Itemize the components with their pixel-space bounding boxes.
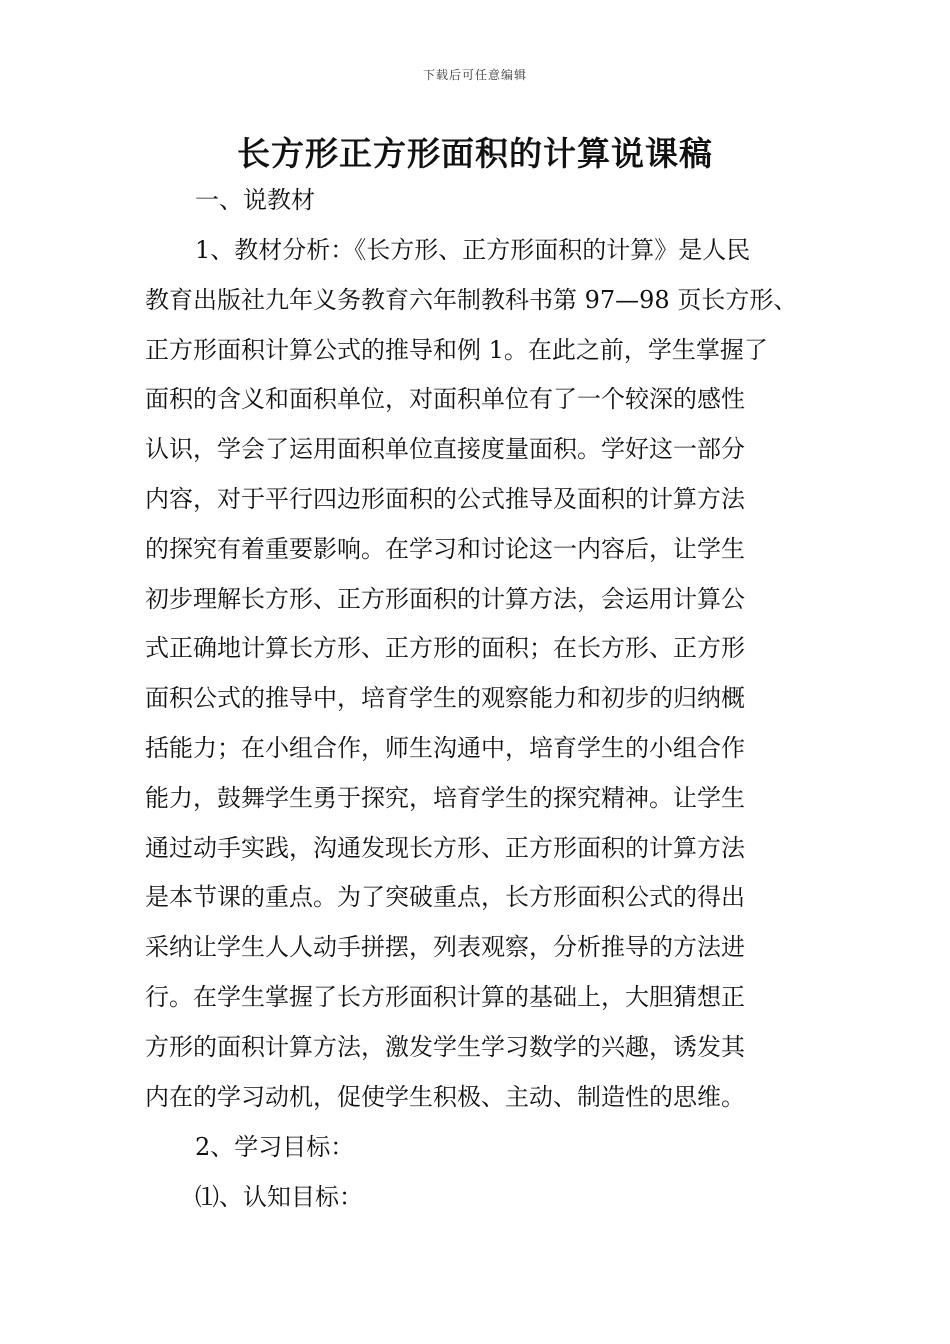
paragraph-line: 通过动手实践，沟通发现长方形、正方形面积的计算方法 — [145, 833, 745, 862]
paragraph-line: 括能力；在小组合作，师生沟通中，培育学生的小组合作 — [145, 733, 745, 762]
subheading-cognitive-goals — [145, 1173, 815, 1223]
paragraph-line: 能力，鼓舞学生勇于探究，培育学生的探究精神。让学生 — [145, 783, 745, 812]
paragraph-line: 行。在学生掌握了长方形面积计算的基础上，大胆猜想正 — [145, 982, 745, 1011]
paragraph-line: 初步理解长方形、正方形面积的计算方法，会运用计算公 — [145, 584, 745, 613]
paragraph-line: 采纳让学生人人动手拼摆，列表观察，分析推导的方法进 — [145, 933, 745, 962]
paragraph-line: 是本节课的重点。为了突破重点，长方形面积公式的得出 — [145, 883, 745, 912]
paragraph-line: 1、教材分析：《长方形、正方形面积的计算》是人民 — [195, 236, 751, 264]
paragraph-line: 内容，对于平行四边形面积的公式推导及面积的计算方法 — [145, 484, 745, 513]
subheading-cognitive-goals-text: ⑴、认知目标： — [195, 1183, 363, 1211]
section-heading — [145, 176, 815, 226]
paragraph-line: 方形的面积计算方法，激发学生学习数学的兴趣，诱发其 — [145, 1032, 745, 1061]
paragraph-line: 式正确地计算长方形、正方形的面积；在长方形、正方形 — [145, 634, 745, 663]
paragraph-line: 教育出版社九年义务教育六年制教科书第 97—98 页长方形、 — [145, 285, 798, 314]
paragraph-line: 正方形面积计算公式的推导和例 1。在此之前，学生掌握了 — [145, 335, 768, 364]
section-heading-text: 一、说教材 — [195, 186, 315, 214]
subheading-learning-goals-text: 2、学习目标： — [195, 1133, 355, 1161]
paragraph-line: 认识，学会了运用面积单位直接度量面积。学好这一部分 — [145, 435, 745, 464]
page-title: 长方形正方形面积的计算说课稿 — [237, 134, 713, 173]
paragraph-line: 面积的含义和面积单位，对面积单位有了一个较深的感性 — [145, 385, 745, 414]
paragraph-line: 的探究有着重要影响。在学习和讨论这一内容后，让学生 — [145, 534, 745, 563]
paragraph-teaching-material — [145, 226, 815, 1122]
subheading-learning-goals — [145, 1123, 815, 1173]
paragraph-line: 内在的学习动机，促使学生积极、主动、制造性的思维。 — [145, 1082, 745, 1111]
header-note: 下载后可任意编辑 — [422, 68, 527, 82]
paragraph-line: 面积公式的推导中，培育学生的观察能力和初步的归纳概 — [145, 684, 745, 713]
